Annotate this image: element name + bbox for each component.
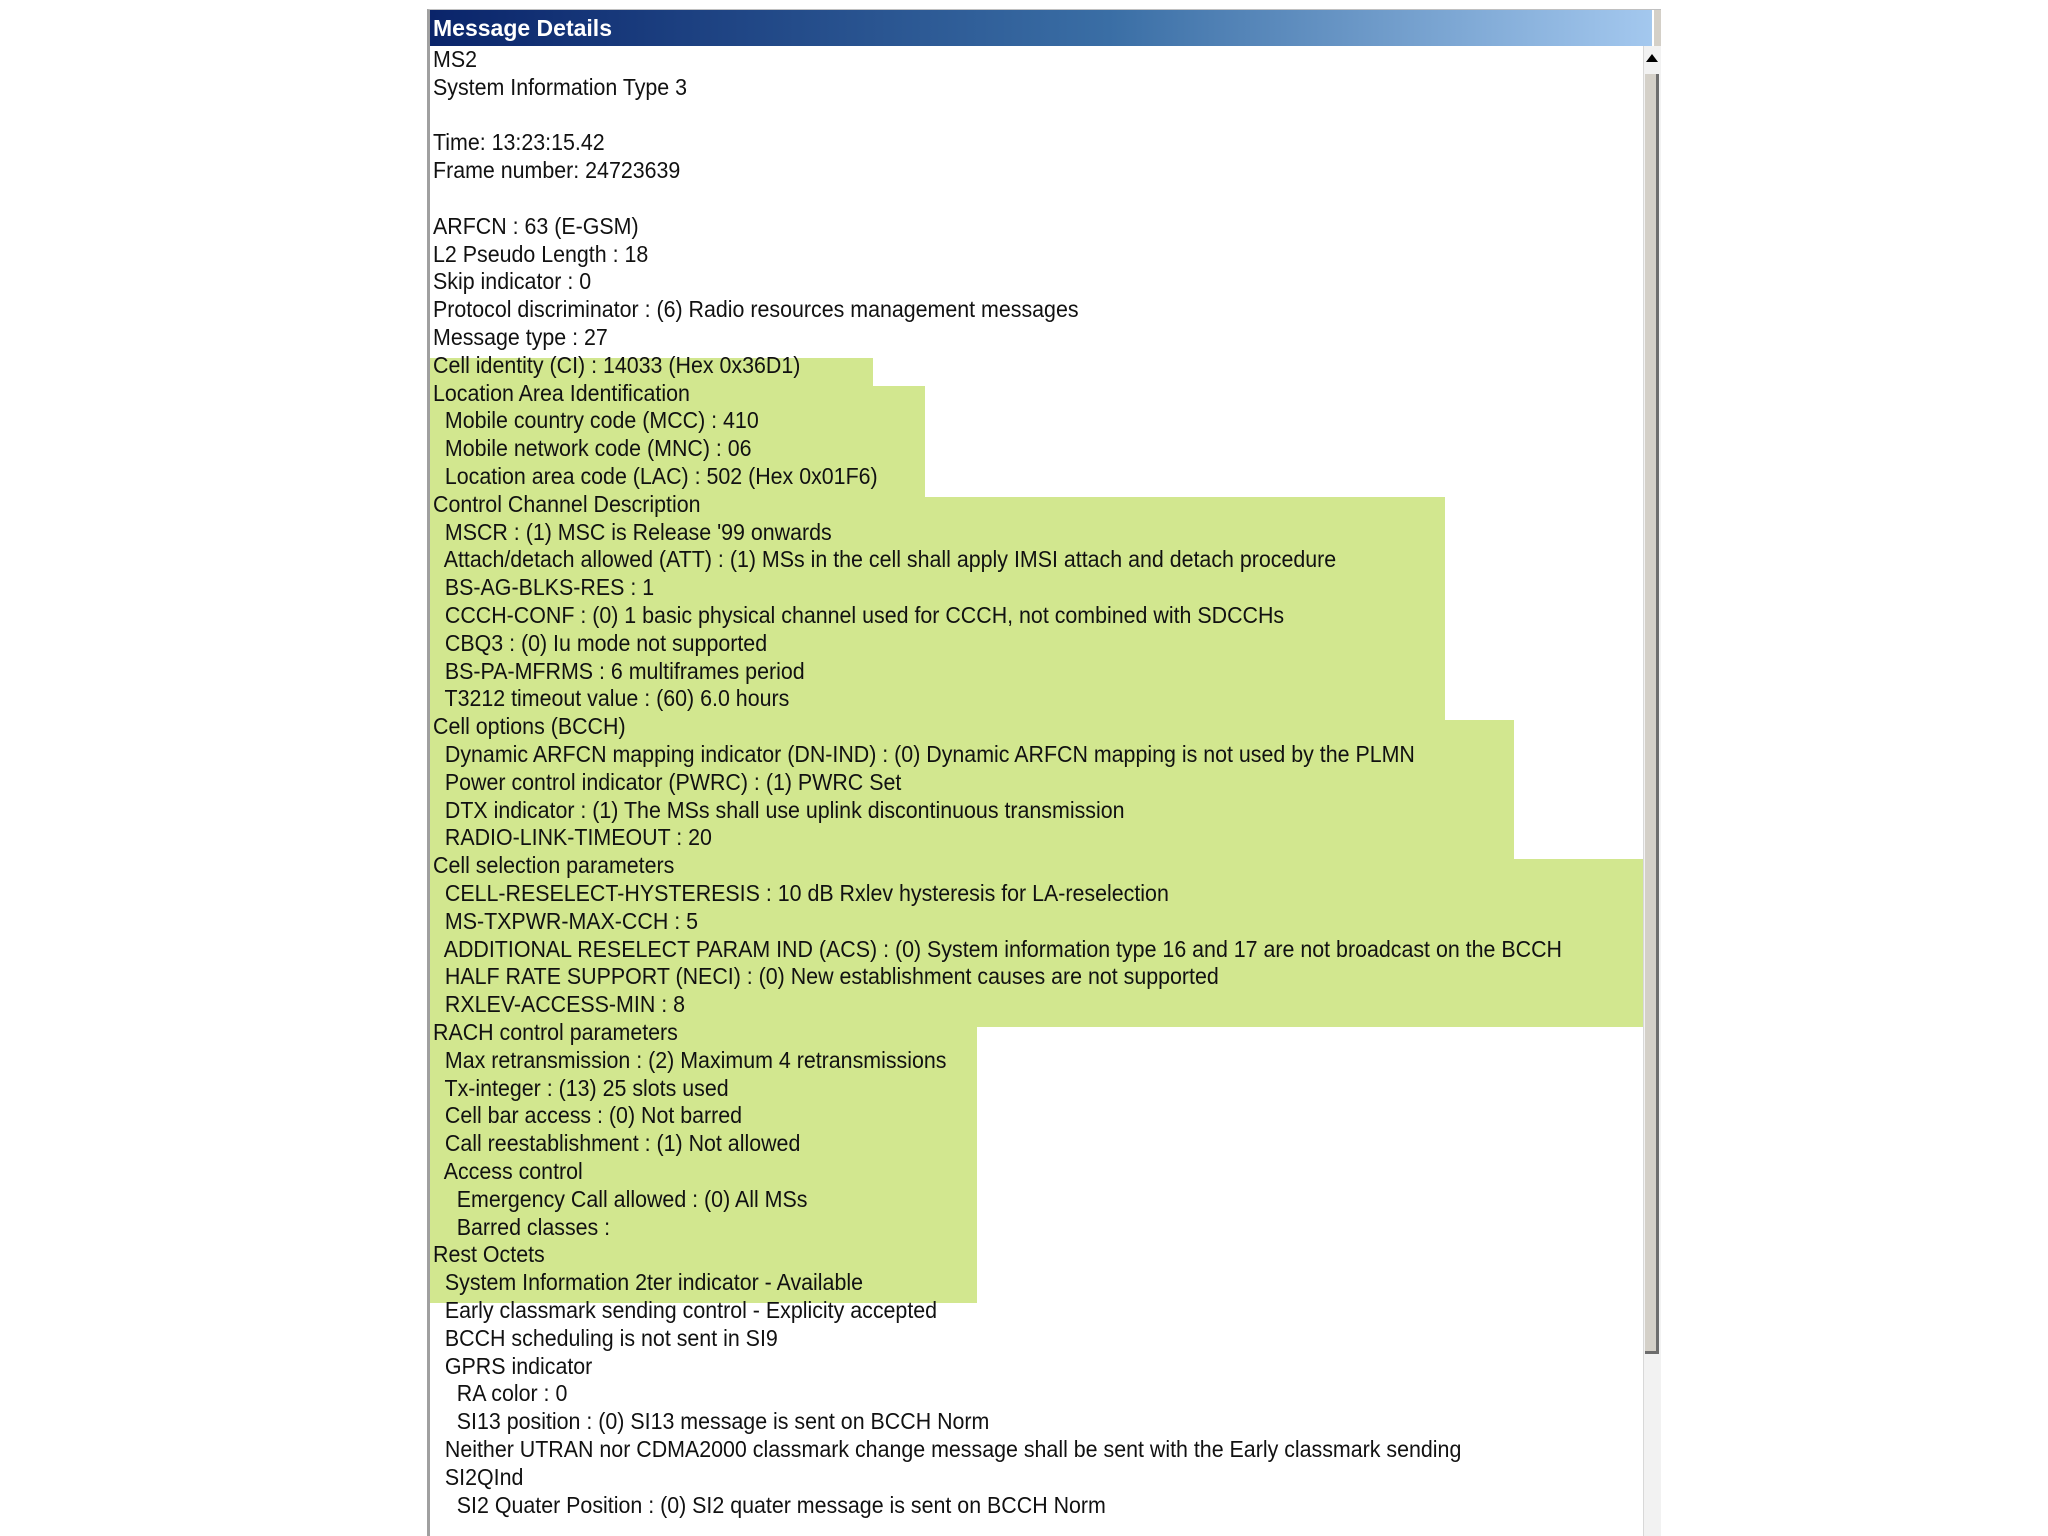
detail-line: SI13 position : (0) SI13 message is sent on BCCH Norm	[433, 1408, 990, 1435]
detail-line: Barred classes :	[433, 1213, 611, 1240]
detail-line: BS-AG-BLKS-RES : 1	[433, 574, 655, 601]
detail-line: RA color : 0	[433, 1380, 568, 1407]
detail-line: Cell options (BCCH)	[433, 713, 626, 740]
message-details-window	[427, 9, 1661, 1536]
detail-line: Message type : 27	[433, 324, 608, 350]
detail-line: System Information 2ter indicator - Available	[433, 1269, 863, 1296]
detail-line: SI2QInd	[433, 1463, 524, 1490]
detail-line: Max retransmission : (2) Maximum 4 retransmissions	[433, 1046, 947, 1073]
detail-line: HALF RATE SUPPORT (NECI) : (0) New establishment causes are not supported	[433, 963, 1219, 990]
detail-line: Call reestablishment : (1) Not allowed	[433, 1130, 801, 1157]
detail-line: Power control indicator (PWRC) : (1) PWRC Set	[433, 768, 902, 795]
detail-line: T3212 timeout value : (60) 6.0 hours	[433, 685, 790, 712]
message-detail-list	[430, 46, 1644, 1536]
detail-line: System Information Type 3	[433, 73, 688, 100]
detail-line: Attach/detach allowed (ATT) : (1) MSs in the cell shall apply IMSI attach and detach procedure	[433, 546, 1337, 573]
detail-line: Mobile network code (MNC) : 06	[433, 435, 752, 462]
detail-line: CBQ3 : (0) Iu mode not supported	[433, 629, 768, 656]
detail-line: ARFCN : 63 (E-GSM)	[433, 212, 639, 239]
detail-line: Location Area Identification	[433, 379, 690, 406]
detail-line: Mobile country code (MCC) : 410	[433, 407, 759, 434]
detail-line: Rest Octets	[433, 1241, 545, 1268]
detail-line: Frame number: 24723639	[433, 157, 681, 184]
detail-line: Control Channel Description	[433, 490, 701, 517]
detail-line: MSCR : (1) MSC is Release '99 onwards	[433, 518, 832, 545]
detail-line: ADDITIONAL RESELECT PARAM IND (ACS) : (0) System information type 16 and 17 are not broadcast on the BCCH	[433, 935, 1562, 962]
detail-line: Access control	[433, 1158, 583, 1184]
detail-line: Tx-integer : (13) 25 slots used	[433, 1074, 729, 1101]
detail-line: Skip indicator : 0	[433, 268, 592, 295]
detail-line: GPRS indicator	[433, 1352, 593, 1379]
vertical-scrollbar[interactable]	[1643, 46, 1661, 1536]
close-icon[interactable]	[1652, 10, 1661, 46]
detail-line: CELL-RESELECT-HYSTERESIS : 10 dB Rxlev hysteresis for LA-reselection	[433, 880, 1169, 906]
detail-line: RADIO-LINK-TIMEOUT : 20	[433, 824, 712, 851]
detail-line: RXLEV-ACCESS-MIN : 8	[433, 991, 686, 1018]
detail-line: Time: 13:23:15.42	[433, 129, 605, 156]
detail-line: Cell identity (CI) : 14033 (Hex 0x36D1)	[433, 351, 801, 378]
detail-line: Neither UTRAN nor CDMA2000 classmark change message shall be sent with the Early classmark sending	[433, 1436, 1462, 1462]
detail-line: Cell bar access : (0) Not barred	[433, 1102, 743, 1129]
detail-line: L2 Pseudo Length : 18	[433, 240, 649, 267]
detail-line: BS-PA-MFRMS : 6 multiframes period	[433, 657, 805, 684]
scrollbar-thumb[interactable]	[1645, 74, 1659, 1354]
window-titlebar[interactable]	[430, 10, 1661, 46]
detail-line: DTX indicator : (1) The MSs shall use uplink discontinuous transmission	[433, 796, 1125, 823]
detail-line: RACH control parameters	[433, 1019, 678, 1045]
detail-line: Early classmark sending control - Explicity accepted	[433, 1297, 938, 1323]
detail-line: Dynamic ARFCN mapping indicator (DN-IND) : (0) Dynamic ARFCN mapping is not used by the PLMN	[433, 741, 1415, 767]
scroll-up-arrow-icon[interactable]	[1646, 54, 1658, 62]
detail-line: BCCH scheduling is not sent in SI9	[433, 1324, 778, 1351]
detail-line: MS2	[433, 46, 477, 72]
detail-line: Emergency Call allowed : (0) All MSs	[433, 1185, 808, 1212]
detail-line: CCCH-CONF : (0) 1 basic physical channel used for CCCH, not combined with SDCCHs	[433, 602, 1285, 628]
detail-line: MS-TXPWR-MAX-CCH : 5	[433, 907, 699, 934]
window-title: Message Details	[433, 15, 612, 41]
detail-line: Cell selection parameters	[433, 852, 675, 879]
detail-line: Location area code (LAC) : 502 (Hex 0x01F6)	[433, 463, 878, 489]
detail-line: SI2 Quater Position : (0) SI2 quater message is sent on BCCH Norm	[433, 1491, 1106, 1518]
detail-line: Protocol discriminator : (6) Radio resources management messages	[433, 296, 1079, 323]
